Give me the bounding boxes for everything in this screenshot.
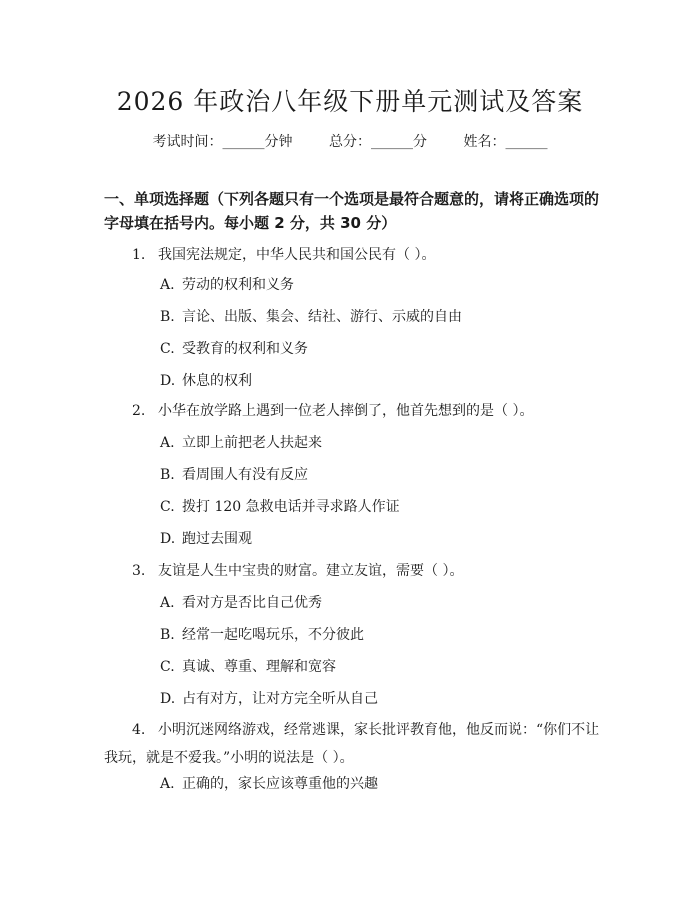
question-1 xyxy=(132,243,435,267)
question-2-option-d xyxy=(160,527,252,551)
option-letter: B. xyxy=(160,627,175,643)
option-text: 受教育的权利和义务 xyxy=(182,341,308,357)
question-number: 3. xyxy=(132,563,146,579)
option-text: 拨打 120 急救电话并寻求路人作证 xyxy=(182,499,400,515)
section-heading: 一、单项选择题（下列各题只有一个选项是最符合题意的，请将正确选项的字母填在括号内。每小题 2 分，共 30 分） xyxy=(104,190,600,232)
option-letter: D. xyxy=(160,531,176,547)
question-number: 4. xyxy=(132,722,146,738)
option-text: 看对方是否比自己优秀 xyxy=(182,595,322,611)
document-title: 2026 年政治八年级下册单元测试及答案 xyxy=(116,87,584,116)
question-2-option-c xyxy=(160,495,400,519)
option-letter: C. xyxy=(160,499,175,515)
option-letter: B. xyxy=(160,467,175,483)
option-letter: A. xyxy=(160,776,175,792)
question-3-option-c xyxy=(160,655,336,679)
option-text: 立即上前把老人扶起来 xyxy=(182,435,322,451)
question-number: 1. xyxy=(132,247,146,263)
student-name-field: 姓名：______ xyxy=(463,134,548,150)
option-text: 占有对方，让对方完全听从自己 xyxy=(182,691,378,707)
exam-meta-line xyxy=(0,131,700,151)
question-4 xyxy=(104,716,604,772)
question-2 xyxy=(132,399,533,423)
question-number: 2. xyxy=(132,403,146,419)
option-text: 真诚、尊重、理解和宽容 xyxy=(182,659,336,675)
option-letter: A. xyxy=(160,277,175,293)
question-2-option-b xyxy=(160,463,308,487)
option-text: 看周围人有没有反应 xyxy=(182,467,308,483)
question-1-option-c xyxy=(160,337,308,361)
question-1-option-d xyxy=(160,369,252,393)
option-letter: A. xyxy=(160,595,175,611)
total-score-field: 总分：______分 xyxy=(329,134,427,150)
question-2-option-a xyxy=(160,431,322,455)
question-text: 友谊是人生中宝贵的财富。建立友谊，需要（ ）。 xyxy=(158,563,464,579)
question-4-option-a xyxy=(160,772,378,796)
option-text: 劳动的权利和义务 xyxy=(182,277,294,293)
option-letter: D. xyxy=(160,373,176,389)
option-letter: B. xyxy=(160,309,175,325)
option-text: 休息的权利 xyxy=(182,373,252,389)
question-text: 小明沉迷网络游戏，经常逃课，家长批评教育他，他反而说：“你们不让我玩，就是不爱我。”小明的说法是（ ）。 xyxy=(104,722,600,766)
option-text: 经常一起吃喝玩乐，不分彼此 xyxy=(182,627,364,643)
option-letter: C. xyxy=(160,659,175,675)
question-3 xyxy=(132,559,463,583)
question-3-option-d xyxy=(160,687,378,711)
exam-duration-field: 考试时间：______分钟 xyxy=(152,134,293,150)
option-text: 正确的，家长应该尊重他的兴趣 xyxy=(182,776,378,792)
question-3-option-b xyxy=(160,623,364,647)
question-1-option-a xyxy=(160,273,294,297)
option-letter: D. xyxy=(160,691,176,707)
question-text: 我国宪法规定，中华人民共和国公民有（ ）。 xyxy=(158,247,436,263)
option-text: 跑过去围观 xyxy=(182,531,252,547)
option-letter: A. xyxy=(160,435,175,451)
question-1-option-b xyxy=(160,305,462,329)
option-letter: C. xyxy=(160,341,175,357)
question-3-option-a xyxy=(160,591,322,615)
question-text: 小华在放学路上遇到一位老人摔倒了，他首先想到的是（ ）。 xyxy=(158,403,534,419)
option-text: 言论、出版、集会、结社、游行、示威的自由 xyxy=(182,309,462,325)
